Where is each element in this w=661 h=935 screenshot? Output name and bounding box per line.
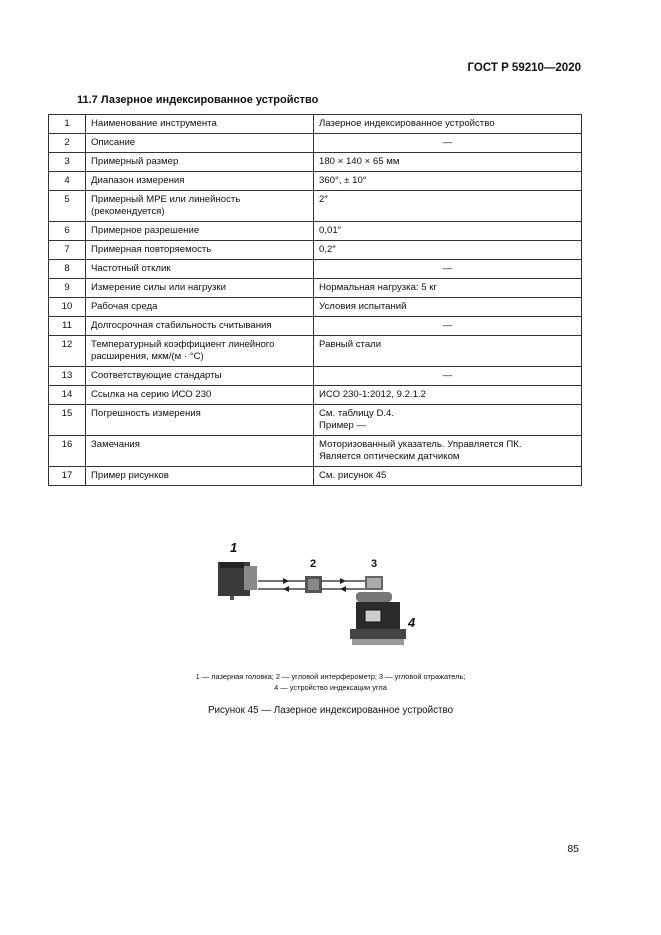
row-number: 16: [49, 436, 86, 467]
angle-indexing-device-image: [350, 592, 406, 645]
parameter-name: Соответствующие стандарты: [86, 367, 314, 386]
parameter-name: Пример рисунков: [86, 467, 314, 486]
parameter-name: Долгосрочная стабильность считывания: [86, 317, 314, 336]
section-title: 11.7 Лазерное индексированное устройство: [77, 94, 319, 106]
parameter-name: Диапазон измерения: [86, 172, 314, 191]
row-number: 13: [49, 367, 86, 386]
row-number: 6: [49, 222, 86, 241]
figure-title: Рисунок 45 — Лазерное индексированное устройство: [207, 705, 454, 716]
parameter-name: Ссылка на серию ИСО 230: [86, 386, 314, 405]
parameter-name: Измерение силы или нагрузки: [86, 279, 314, 298]
row-number: 7: [49, 241, 86, 260]
parameter-value: 180 × 140 × 65 мм: [314, 153, 582, 172]
parameter-value: Нормальная нагрузка: 5 кг: [314, 279, 582, 298]
parameter-name: Температурный коэффициент линейного расширения, мкм/(м · °С): [86, 336, 314, 367]
parameter-name: Погрешность измерения: [86, 405, 314, 436]
figure-legend-line-1: 1 — лазерная головка; 2 — угловой интерферометр; 3 — угловой отражатель;: [195, 672, 466, 681]
table-row: [49, 317, 582, 336]
table-row: [49, 336, 582, 367]
parameter-name: Описание: [86, 134, 314, 153]
parameter-value: [314, 436, 582, 467]
parameter-name: Замечания: [86, 436, 314, 467]
parameter-value: См. рисунок 45: [314, 467, 582, 486]
row-number: 17: [49, 467, 86, 486]
parameter-value-line: См. таблицу D.4.: [319, 408, 395, 419]
table-row: [49, 405, 582, 436]
row-number: 1: [49, 115, 86, 134]
parameter-value: —: [314, 317, 582, 336]
angular-reflector-image: [365, 576, 383, 590]
table-row: [49, 134, 582, 153]
parameter-value: 0,2″: [314, 241, 582, 260]
row-number: 8: [49, 260, 86, 279]
table-row: [49, 260, 582, 279]
parameter-value: 2″: [314, 191, 582, 222]
row-number: 11: [49, 317, 86, 336]
parameter-name: Рабочая среда: [86, 298, 314, 317]
table-row: [49, 153, 582, 172]
parameter-value: Условия испытаний: [314, 298, 582, 317]
parameter-value: 0,01″: [314, 222, 582, 241]
row-number: 2: [49, 134, 86, 153]
row-number: 5: [49, 191, 86, 222]
row-number: 3: [49, 153, 86, 172]
angular-interferometer-image: [305, 576, 322, 593]
parameter-value: —: [314, 134, 582, 153]
parameter-value: —: [314, 367, 582, 386]
table-row: [49, 172, 582, 191]
figure-legend: [0, 671, 661, 693]
figure-45: [200, 536, 430, 656]
table-row: [49, 386, 582, 405]
table-row: [49, 191, 582, 222]
standard-code: ГОСТ Р 59210—2020: [467, 62, 581, 74]
parameter-value: Лазерное индексированное устройство: [314, 115, 582, 134]
parameter-value: [314, 405, 582, 436]
parameter-value: ИСО 230-1:2012, 9.2.1.2: [314, 386, 582, 405]
row-number: 9: [49, 279, 86, 298]
parameter-name: Примерная повторяемость: [86, 241, 314, 260]
parameter-name: Примерный MPE или линейность (рекомендуется): [86, 191, 314, 222]
row-number: 10: [49, 298, 86, 317]
parameter-value: Равный стали: [314, 336, 582, 367]
parameter-value: —: [314, 260, 582, 279]
laser-head-image: [218, 562, 257, 600]
table-row: [49, 467, 582, 486]
table-row: [49, 367, 582, 386]
parameter-value-line: Является оптическим датчиком: [319, 451, 460, 462]
table-row: [49, 279, 582, 298]
parameter-name: Частотный отклик: [86, 260, 314, 279]
figure-marker-4: 4: [408, 615, 416, 630]
table-row: [49, 298, 582, 317]
row-number: 15: [49, 405, 86, 436]
parameter-name: Примерный размер: [86, 153, 314, 172]
parameter-value: 360°, ± 10°: [314, 172, 582, 191]
figure-marker-3: 3: [371, 558, 378, 570]
parameter-name: Наименование инструмента: [86, 115, 314, 134]
figure-marker-1: 1: [230, 540, 238, 555]
parameter-value-line: Моторизованный указатель. Управляется ПК.: [319, 439, 522, 450]
table-row: [49, 241, 582, 260]
spec-table: [48, 114, 582, 486]
page-number: 85: [567, 843, 579, 855]
figure-legend-line-2: 4 — устройство индексации угла: [274, 683, 387, 692]
table-row: [49, 222, 582, 241]
table-row: [49, 115, 582, 134]
parameter-value-line: Пример —: [319, 420, 367, 431]
parameter-name: Примерное разрешение: [86, 222, 314, 241]
figure-marker-2: 2: [310, 558, 317, 570]
row-number: 4: [49, 172, 86, 191]
row-number: 14: [49, 386, 86, 405]
table-row: [49, 436, 582, 467]
row-number: 12: [49, 336, 86, 367]
